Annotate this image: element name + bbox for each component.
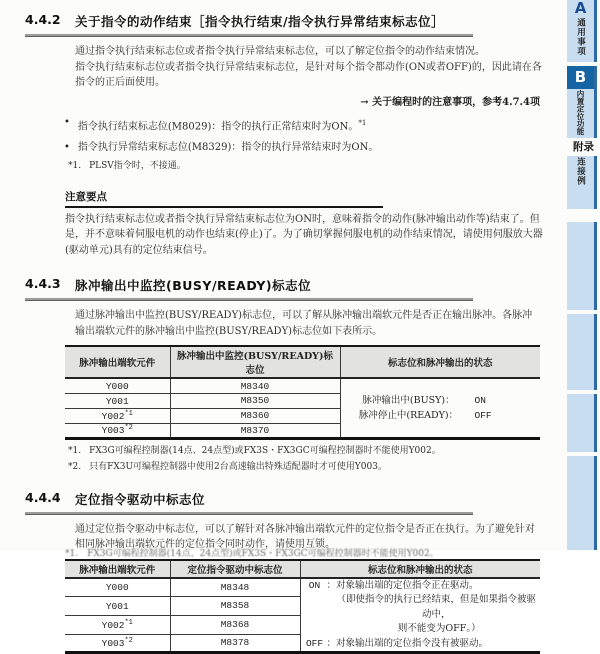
bullet-item [64, 141, 544, 155]
sidebar-tab-blank [567, 314, 597, 390]
status-line: 则不能变为OFF。） [397, 623, 481, 635]
bullet-item [64, 116, 544, 134]
device-cell: Y001 [65, 597, 170, 616]
tab-label: 通用事项 [575, 18, 586, 56]
footnote-label: *1. [68, 445, 82, 456]
cut-off-footnote: *1. FX3G可编程控制器(14点、24点型)或FX3S・FX3GC可编程控制器时不能使用Y002。 [65, 549, 439, 559]
section-title: 定位指令驱动中标志位 [75, 491, 206, 507]
status-cell [300, 578, 540, 653]
tab-label: 内置定位功能 [576, 90, 585, 135]
table-row [65, 578, 540, 597]
drive-flag-table [65, 559, 540, 654]
device-cell: Y003$^{*2}$ [65, 634, 170, 653]
tab-letter: B [567, 66, 594, 89]
section-number: 4.4.3 [25, 276, 61, 292]
busy-ready-flag-table [65, 345, 540, 440]
flag-cell: M8340 [170, 378, 340, 393]
flag-cell: M8350 [170, 393, 340, 408]
tab-label: 连接例 [575, 157, 586, 186]
paragraph: 通过定位指令驱动中标志位，可以了解针对各脉冲输出端软元件的定位指令是否正在执行。为了避免针对相同脉冲输出端软元件的定位指令同时动作，请使用互锁。 [75, 523, 535, 551]
paragraph: 指令执行结束标志位或者指令执行异常结束标志位，是针对每个指令都动作(ON或者OFF)的，因此请在各指令的正后面使用。 [75, 61, 542, 88]
sidebar-tab-blank [567, 394, 597, 452]
footnote-label: *1. [68, 160, 82, 171]
footnote-text: FX3G可编程控制器(14点、24点型)或FX3S・FX3GC可编程控制器时不能使用Y002。 [89, 445, 441, 456]
device-cell: Y000 [65, 578, 170, 597]
table-header-cell: 标志位和脉冲输出的状态 [300, 560, 540, 578]
reference-note: → 关于编程时的注意事项，参考4.7.4项 [360, 96, 540, 108]
status-line: （即使指令的执行已经结束，但是如果指令被驱动中， [336, 594, 536, 620]
footnote [68, 445, 566, 458]
footnote-text: PLSV指令时，不接通。 [89, 160, 186, 171]
tab-letter: A [574, 0, 587, 17]
note-body: 指令执行结束标志位或者指令执行异常结束标志位为ON时，意味着指令的动作(脉冲输出动作等)结束了。但是，并不意味着伺服电机的动作也结束(停止)了。为了确切掌握伺服电机的动作结束情况，请使用伺服放大器(驱动单元)具有的定位结束信号。 [65, 213, 543, 256]
sidebar-tab-appendix [567, 156, 597, 209]
device-cell: Y000 [65, 378, 170, 393]
section-442-heading [25, 12, 566, 30]
heading-rule [25, 512, 473, 515]
section-443-heading [25, 276, 566, 294]
flag-cell: M8368 [170, 615, 300, 634]
table-header-row [65, 346, 540, 378]
heading-rule [25, 298, 473, 301]
note-rule [65, 206, 383, 208]
status-line: 脉冲输出中(BUSY)： ON [362, 395, 486, 407]
table-header-cell: 脉冲输出中监控(BUSY/READY)标志位 [170, 346, 340, 378]
paragraph: 通过脉冲输出中监控(BUSY/READY)标志位，可以了解从脉冲输出端软元件是否正在输出脉冲。各脉冲输出端软元件的脉冲输出中监控(BUSY/READY)标志位如下表所示。 [75, 310, 533, 337]
footnote-label: *2. [68, 461, 82, 472]
flag-cell: M8358 [170, 597, 300, 616]
footnote [68, 461, 566, 474]
status-line: ON ： 对象输出端的定位指令正在驱动。 [308, 579, 479, 591]
note-title: 注意要点 [65, 190, 107, 203]
footnote-marker: *1 [358, 118, 367, 127]
table-header-cell: 标志位和脉冲输出的状态 [340, 346, 540, 378]
status-line: 脉冲停止中(READY)： OFF [358, 410, 492, 422]
paragraph: 通过指令执行结束标志位或者指令执行异常结束标志位，可以了解定位指令的动作结束情况。 [75, 46, 485, 57]
flag-cell: M8348 [170, 578, 300, 597]
sidebar-tab-b-positioning [567, 66, 597, 138]
section-444-heading [25, 490, 566, 508]
appendix-heading: 附录 [573, 141, 594, 153]
heading-rule [25, 34, 473, 37]
table-header-cell: 脉冲输出端软元件 [65, 346, 170, 378]
table-header-cell: 脉冲输出端软元件 [65, 560, 170, 578]
bullet-text: • 指令执行结束标志位(M8029)：指令的执行正常结束时为ON。$^{*1}$ [77, 118, 367, 132]
flag-cell: M8370 [170, 423, 340, 438]
status-cell [340, 378, 540, 438]
device-cell: Y002$^{*1}$ [65, 408, 170, 423]
flag-cell: M8378 [170, 634, 300, 653]
footnote-text: 只有FX3U可编程控制器中使用2台高速输出特殊适配器时才可使用Y003。 [89, 461, 387, 472]
status-line: OFF ： 对象输出端的定位指令没有被驱动。 [305, 637, 489, 649]
device-cell: Y002$^{*1}$ [65, 615, 170, 634]
device-cell: Y003$^{*2}$ [65, 423, 170, 438]
sidebar-tab-a-general [567, 0, 597, 62]
section-title: 脉冲输出中监控(BUSY/READY)标志位 [75, 278, 312, 294]
section-title: 关于指令的动作结束［指令执行结束/指令执行异常结束标志位］ [75, 14, 445, 29]
bullet-text: • 指令执行异常结束标志位(M8329)：指令的执行异常结束时为ON。 [77, 141, 379, 153]
section-number: 4.4.2 [25, 12, 61, 27]
table-row [65, 378, 540, 393]
section-number: 4.4.4 [25, 489, 61, 505]
sidebar-tab-blank [567, 222, 597, 310]
footnote [68, 160, 566, 173]
sidebar-tab-blank [567, 456, 597, 550]
device-cell: Y001 [65, 393, 170, 408]
table-header-row [65, 560, 540, 578]
flag-cell: M8360 [170, 408, 340, 423]
table-header-cell: 定位指令驱动中标志位 [170, 560, 300, 578]
index-tab-sidebar [567, 0, 600, 550]
